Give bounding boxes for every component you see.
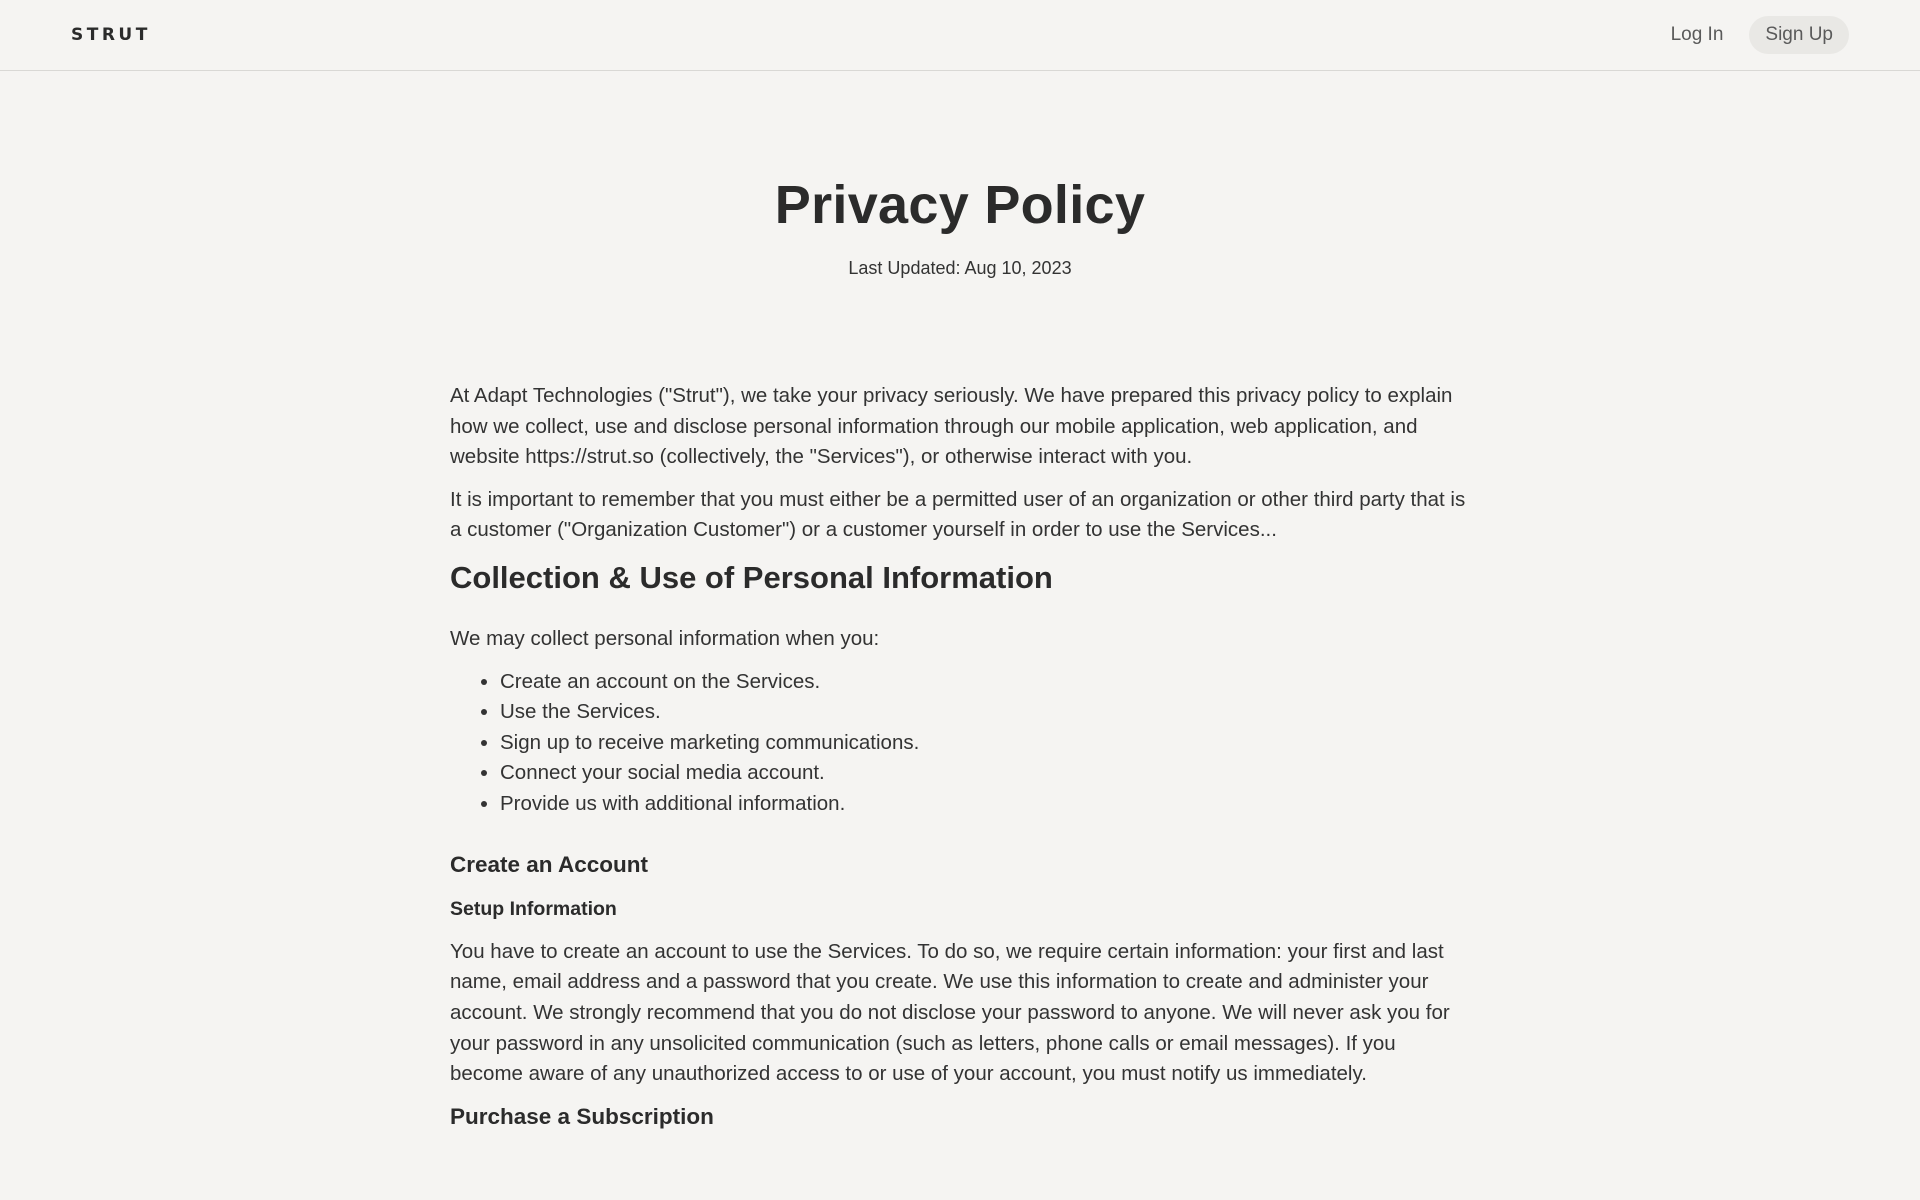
page-hero: [0, 71, 1920, 279]
collection-list: [450, 667, 1470, 820]
subsection-heading-create-account: Create an Account: [450, 851, 648, 877]
section-heading-collection: Collection & Use of Personal Information: [450, 559, 1053, 595]
log-in-button[interactable]: Log In: [1655, 16, 1740, 54]
policy-content: [450, 279, 1470, 1132]
top-nav-bar: [0, 0, 1920, 71]
last-updated-date: Last Updated: Aug 10, 2023: [848, 258, 1072, 278]
section-lead: We may collect personal information when you:: [450, 626, 880, 650]
sign-up-button[interactable]: Sign Up: [1749, 16, 1849, 54]
subsection-heading-setup-information: Setup Information: [450, 898, 617, 921]
strut-logo[interactable]: STRUT: [71, 25, 151, 45]
intro-paragraph: It is important to remember that you must either be a permitted user of an organization or other third party that is a customer ("Organization Customer") or a customer yourself in order to use the Services...: [450, 487, 1466, 542]
intro-paragraph: At Adapt Technologies ("Strut"), we take your privacy seriously. We have prepared this privacy policy to explain how we collect, use and disclose personal information through our mobile application, web application, and website https://strut.so (collectively, the "Services"), or otherwise interact with you.: [450, 384, 1453, 469]
list-item: • Create an account on the Services.: [500, 667, 1470, 698]
list-item: • Connect your social media account.: [500, 758, 1470, 789]
subsection-heading-purchase-subscription: Purchase a Subscription: [450, 1103, 714, 1129]
list-item: • Provide us with additional information.: [500, 789, 1470, 820]
list-item: • Use the Services.: [500, 697, 1470, 728]
page-title: Privacy Policy: [774, 175, 1146, 235]
auth-nav: [1655, 16, 1849, 54]
list-item: • Sign up to receive marketing communications.: [500, 728, 1470, 759]
create-account-paragraph: You have to create an account to use the Services. To do so, we require certain information: your first and last name, email address and a password that you create. We use this information to create and administer your account. We strongly recommend that you do not disclose your password to anyone. We will never ask you for your password in any unsolicited communication (such as letters, phone calls or email messages). If you become aware of any unauthorized access to or use of your account, you must notify us immediately.: [450, 939, 1450, 1086]
